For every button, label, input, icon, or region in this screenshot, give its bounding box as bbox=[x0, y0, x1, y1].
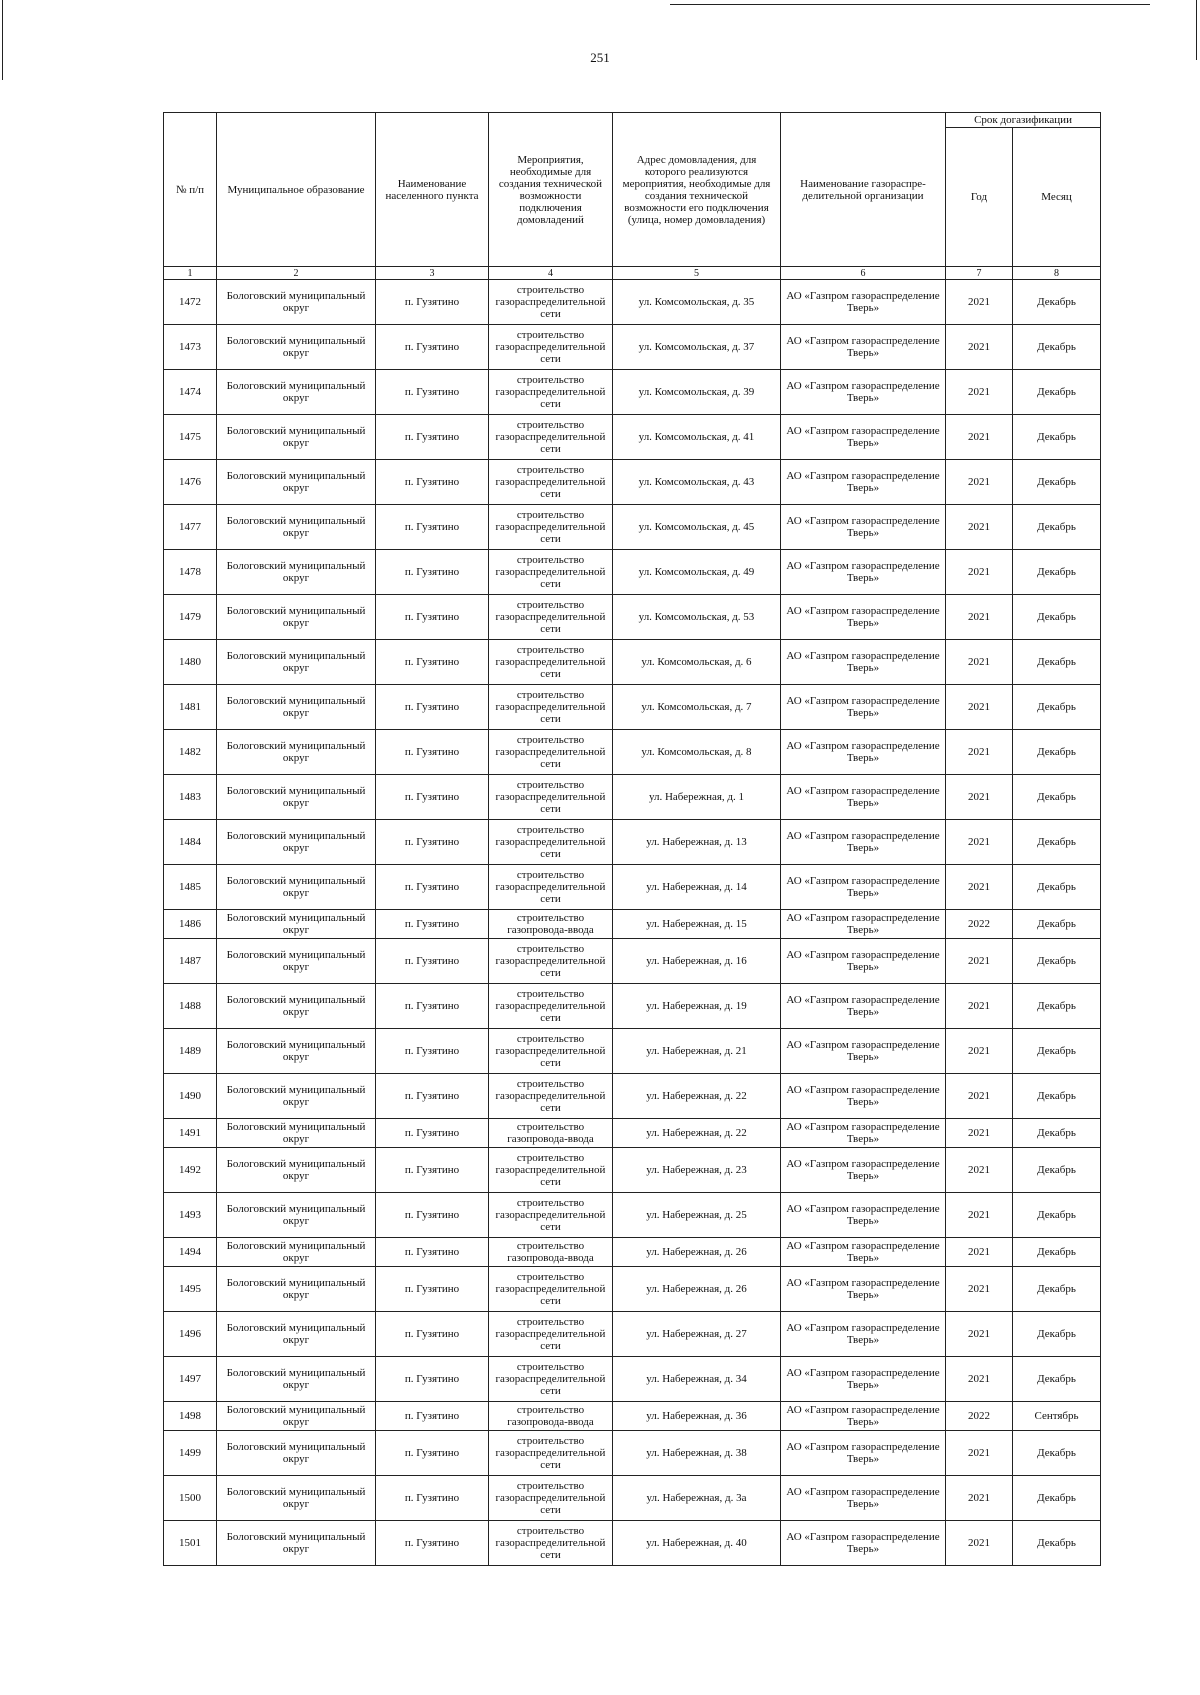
cell-settlement: п. Гузятино bbox=[376, 505, 489, 550]
cell-year: 2021 bbox=[946, 1267, 1013, 1312]
cell-gdo: АО «Газпром газораспределение Тверь» bbox=[781, 1476, 946, 1521]
cell-municipality: Бологовский муниципальный округ bbox=[217, 415, 376, 460]
cell-settlement: п. Гузятино bbox=[376, 550, 489, 595]
cell-address: ул. Набережная, д. 26 bbox=[613, 1267, 781, 1312]
cell-activity: строительство газораспределительной сети bbox=[489, 775, 613, 820]
cell-activity: строительство газопровода-ввода bbox=[489, 1238, 613, 1267]
table-body bbox=[164, 280, 1101, 1566]
cell-month: Декабрь bbox=[1013, 415, 1101, 460]
table-row bbox=[164, 505, 1101, 550]
cell-month: Декабрь bbox=[1013, 325, 1101, 370]
cell-num: 1474 bbox=[164, 370, 217, 415]
cell-activity: строительство газораспределительной сети bbox=[489, 939, 613, 984]
cell-month: Декабрь bbox=[1013, 640, 1101, 685]
header-address: Адрес домовладения, для которого реализуются мероприятия, необходимые для создания технической возможности его подключения (улица, номер домовладения) bbox=[613, 113, 781, 267]
cell-year: 2021 bbox=[946, 775, 1013, 820]
cell-num: 1500 bbox=[164, 1476, 217, 1521]
cell-activity: строительство газораспределительной сети bbox=[489, 685, 613, 730]
colnum-2: 2 bbox=[217, 267, 376, 280]
cell-municipality: Бологовский муниципальный округ bbox=[217, 865, 376, 910]
cell-year: 2021 bbox=[946, 1476, 1013, 1521]
header-municipality: Муниципальное образование bbox=[217, 113, 376, 267]
table-row bbox=[164, 1402, 1101, 1431]
cell-month: Декабрь bbox=[1013, 370, 1101, 415]
cell-gdo: АО «Газпром газораспределение Тверь» bbox=[781, 370, 946, 415]
table-row bbox=[164, 1193, 1101, 1238]
cell-year: 2021 bbox=[946, 1193, 1013, 1238]
cell-settlement: п. Гузятино bbox=[376, 1267, 489, 1312]
cell-year: 2021 bbox=[946, 1074, 1013, 1119]
cell-settlement: п. Гузятино bbox=[376, 460, 489, 505]
colnum-3: 3 bbox=[376, 267, 489, 280]
cell-month: Декабрь bbox=[1013, 550, 1101, 595]
cell-activity: строительство газопровода-ввода bbox=[489, 1119, 613, 1148]
table-row bbox=[164, 1238, 1101, 1267]
cell-month: Декабрь bbox=[1013, 910, 1101, 939]
cell-gdo: АО «Газпром газораспределение Тверь» bbox=[781, 939, 946, 984]
cell-gdo: АО «Газпром газораспределение Тверь» bbox=[781, 1431, 946, 1476]
cell-address: ул. Набережная, д. 34 bbox=[613, 1357, 781, 1402]
cell-gdo: АО «Газпром газораспределение Тверь» bbox=[781, 1119, 946, 1148]
cell-address: ул. Набережная, д. 13 bbox=[613, 820, 781, 865]
cell-year: 2021 bbox=[946, 865, 1013, 910]
colnum-4: 4 bbox=[489, 267, 613, 280]
cell-gdo: АО «Газпром газораспределение Тверь» bbox=[781, 595, 946, 640]
cell-month: Декабрь bbox=[1013, 1476, 1101, 1521]
cell-address: ул. Набережная, д. 38 bbox=[613, 1431, 781, 1476]
cell-gdo: АО «Газпром газораспределение Тверь» bbox=[781, 685, 946, 730]
cell-activity: строительство газораспределительной сети bbox=[489, 820, 613, 865]
cell-municipality: Бологовский муниципальный округ bbox=[217, 595, 376, 640]
cell-num: 1486 bbox=[164, 910, 217, 939]
cell-address: ул. Комсомольская, д. 41 bbox=[613, 415, 781, 460]
cell-year: 2021 bbox=[946, 939, 1013, 984]
cell-gdo: АО «Газпром газораспределение Тверь» bbox=[781, 984, 946, 1029]
table-row bbox=[164, 939, 1101, 984]
cell-gdo: АО «Газпром газораспределение Тверь» bbox=[781, 505, 946, 550]
cell-month: Декабрь bbox=[1013, 460, 1101, 505]
cell-year: 2021 bbox=[946, 685, 1013, 730]
cell-settlement: п. Гузятино bbox=[376, 640, 489, 685]
cell-year: 2021 bbox=[946, 595, 1013, 640]
cell-month: Сентябрь bbox=[1013, 1402, 1101, 1431]
cell-settlement: п. Гузятино bbox=[376, 865, 489, 910]
table-row bbox=[164, 460, 1101, 505]
cell-num: 1491 bbox=[164, 1119, 217, 1148]
cell-gdo: АО «Газпром газораспределение Тверь» bbox=[781, 1029, 946, 1074]
cell-month: Декабрь bbox=[1013, 984, 1101, 1029]
cell-year: 2021 bbox=[946, 280, 1013, 325]
cell-settlement: п. Гузятино bbox=[376, 1148, 489, 1193]
cell-gdo: АО «Газпром газораспределение Тверь» bbox=[781, 1402, 946, 1431]
cell-activity: строительство газораспределительной сети bbox=[489, 1476, 613, 1521]
cell-year: 2021 bbox=[946, 1312, 1013, 1357]
cell-num: 1495 bbox=[164, 1267, 217, 1312]
cell-municipality: Бологовский муниципальный округ bbox=[217, 1029, 376, 1074]
cell-num: 1496 bbox=[164, 1312, 217, 1357]
header-settlement: Наименование населенного пункта bbox=[376, 113, 489, 267]
cell-activity: строительство газораспределительной сети bbox=[489, 1148, 613, 1193]
cell-address: ул. Набережная, д. 23 bbox=[613, 1148, 781, 1193]
cell-year: 2021 bbox=[946, 415, 1013, 460]
table-row bbox=[164, 1312, 1101, 1357]
cell-activity: строительство газораспределительной сети bbox=[489, 415, 613, 460]
colnum-5: 5 bbox=[613, 267, 781, 280]
cell-municipality: Бологовский муниципальный округ bbox=[217, 280, 376, 325]
cell-municipality: Бологовский муниципальный округ bbox=[217, 550, 376, 595]
cell-num: 1499 bbox=[164, 1431, 217, 1476]
cell-activity: строительство газораспределительной сети bbox=[489, 984, 613, 1029]
cell-num: 1482 bbox=[164, 730, 217, 775]
cell-address: ул. Набережная, д. 3а bbox=[613, 1476, 781, 1521]
cell-municipality: Бологовский муниципальный округ bbox=[217, 820, 376, 865]
cell-year: 2021 bbox=[946, 1119, 1013, 1148]
cell-address: ул. Комсомольская, д. 8 bbox=[613, 730, 781, 775]
table-row bbox=[164, 280, 1101, 325]
cell-month: Декабрь bbox=[1013, 1357, 1101, 1402]
cell-activity: строительство газораспределительной сети bbox=[489, 730, 613, 775]
cell-year: 2021 bbox=[946, 820, 1013, 865]
cell-settlement: п. Гузятино bbox=[376, 1119, 489, 1148]
cell-month: Декабрь bbox=[1013, 685, 1101, 730]
table-row bbox=[164, 1431, 1101, 1476]
cell-month: Декабрь bbox=[1013, 730, 1101, 775]
cell-municipality: Бологовский муниципальный округ bbox=[217, 460, 376, 505]
cell-num: 1476 bbox=[164, 460, 217, 505]
cell-address: ул. Набережная, д. 26 bbox=[613, 1238, 781, 1267]
table-row bbox=[164, 595, 1101, 640]
table-row bbox=[164, 325, 1101, 370]
cell-municipality: Бологовский муниципальный округ bbox=[217, 1074, 376, 1119]
cell-municipality: Бологовский муниципальный округ bbox=[217, 984, 376, 1029]
cell-year: 2021 bbox=[946, 325, 1013, 370]
cell-address: ул. Набережная, д. 40 bbox=[613, 1521, 781, 1566]
colnum-1: 1 bbox=[164, 267, 217, 280]
cell-num: 1473 bbox=[164, 325, 217, 370]
table-row bbox=[164, 730, 1101, 775]
cell-address: ул. Набережная, д. 27 bbox=[613, 1312, 781, 1357]
cell-year: 2021 bbox=[946, 730, 1013, 775]
cell-settlement: п. Гузятино bbox=[376, 1029, 489, 1074]
cell-settlement: п. Гузятино bbox=[376, 325, 489, 370]
cell-num: 1485 bbox=[164, 865, 217, 910]
cell-year: 2021 bbox=[946, 1029, 1013, 1074]
cell-gdo: АО «Газпром газораспределение Тверь» bbox=[781, 280, 946, 325]
cell-gdo: АО «Газпром газораспределение Тверь» bbox=[781, 1312, 946, 1357]
cell-gdo: АО «Газпром газораспределение Тверь» bbox=[781, 1193, 946, 1238]
cell-num: 1480 bbox=[164, 640, 217, 685]
cell-month: Декабрь bbox=[1013, 1312, 1101, 1357]
cell-address: ул. Комсомольская, д. 39 bbox=[613, 370, 781, 415]
cell-num: 1492 bbox=[164, 1148, 217, 1193]
cell-gdo: АО «Газпром газораспределение Тверь» bbox=[781, 865, 946, 910]
cell-year: 2021 bbox=[946, 1238, 1013, 1267]
header-year: Год bbox=[946, 128, 1013, 267]
cell-month: Декабрь bbox=[1013, 280, 1101, 325]
colnum-8: 8 bbox=[1013, 267, 1101, 280]
table-row bbox=[164, 1521, 1101, 1566]
cell-address: ул. Комсомольская, д. 7 bbox=[613, 685, 781, 730]
cell-settlement: п. Гузятино bbox=[376, 1431, 489, 1476]
cell-activity: строительство газораспределительной сети bbox=[489, 1312, 613, 1357]
header-deadline-group: Срок догазификации bbox=[946, 113, 1101, 128]
cell-num: 1475 bbox=[164, 415, 217, 460]
table-row bbox=[164, 1357, 1101, 1402]
cell-activity: строительство газораспределительной сети bbox=[489, 1193, 613, 1238]
cell-gdo: АО «Газпром газораспределение Тверь» bbox=[781, 1267, 946, 1312]
header-num: № п/п bbox=[164, 113, 217, 267]
table-row bbox=[164, 550, 1101, 595]
page-number: 251 bbox=[590, 50, 610, 65]
table-row bbox=[164, 1148, 1101, 1193]
cell-municipality: Бологовский муниципальный округ bbox=[217, 1312, 376, 1357]
cell-activity: строительство газораспределительной сети bbox=[489, 280, 613, 325]
cell-settlement: п. Гузятино bbox=[376, 984, 489, 1029]
cell-month: Декабрь bbox=[1013, 775, 1101, 820]
cell-municipality: Бологовский муниципальный округ bbox=[217, 640, 376, 685]
cell-settlement: п. Гузятино bbox=[376, 910, 489, 939]
cell-num: 1501 bbox=[164, 1521, 217, 1566]
cell-year: 2022 bbox=[946, 910, 1013, 939]
cell-month: Декабрь bbox=[1013, 1148, 1101, 1193]
cell-settlement: п. Гузятино bbox=[376, 939, 489, 984]
header-month: Месяц bbox=[1013, 128, 1101, 267]
cell-num: 1472 bbox=[164, 280, 217, 325]
cell-month: Декабрь bbox=[1013, 1521, 1101, 1566]
cell-num: 1477 bbox=[164, 505, 217, 550]
cell-activity: строительство газораспределительной сети bbox=[489, 595, 613, 640]
cell-activity: строительство газораспределительной сети bbox=[489, 1074, 613, 1119]
cell-num: 1488 bbox=[164, 984, 217, 1029]
table-row bbox=[164, 1119, 1101, 1148]
cell-activity: строительство газораспределительной сети bbox=[489, 460, 613, 505]
table-row bbox=[164, 1074, 1101, 1119]
cell-settlement: п. Гузятино bbox=[376, 730, 489, 775]
cell-num: 1483 bbox=[164, 775, 217, 820]
cell-activity: строительство газопровода-ввода bbox=[489, 1402, 613, 1431]
cell-month: Декабрь bbox=[1013, 1119, 1101, 1148]
cell-year: 2021 bbox=[946, 1521, 1013, 1566]
cell-municipality: Бологовский муниципальный округ bbox=[217, 1357, 376, 1402]
cell-settlement: п. Гузятино bbox=[376, 415, 489, 460]
cell-year: 2021 bbox=[946, 984, 1013, 1029]
cell-activity: строительство газораспределительной сети bbox=[489, 640, 613, 685]
cell-address: ул. Набережная, д. 19 bbox=[613, 984, 781, 1029]
table-row bbox=[164, 415, 1101, 460]
cell-gdo: АО «Газпром газораспределение Тверь» bbox=[781, 1148, 946, 1193]
cell-address: ул. Набережная, д. 14 bbox=[613, 865, 781, 910]
cell-gdo: АО «Газпром газораспределение Тверь» bbox=[781, 415, 946, 460]
header-activities: Мероприятия, необходимые для создания технической возможности подключения домовладений bbox=[489, 113, 613, 267]
cell-month: Декабрь bbox=[1013, 865, 1101, 910]
cell-address: ул. Набережная, д. 1 bbox=[613, 775, 781, 820]
cell-year: 2021 bbox=[946, 1357, 1013, 1402]
cell-num: 1494 bbox=[164, 1238, 217, 1267]
cell-municipality: Бологовский муниципальный округ bbox=[217, 1521, 376, 1566]
cell-month: Декабрь bbox=[1013, 595, 1101, 640]
cell-municipality: Бологовский муниципальный округ bbox=[217, 730, 376, 775]
cell-municipality: Бологовский муниципальный округ bbox=[217, 1119, 376, 1148]
cell-address: ул. Набережная, д. 15 bbox=[613, 910, 781, 939]
cell-municipality: Бологовский муниципальный округ bbox=[217, 1402, 376, 1431]
cell-gdo: АО «Газпром газораспределение Тверь» bbox=[781, 325, 946, 370]
cell-municipality: Бологовский муниципальный округ bbox=[217, 775, 376, 820]
cell-address: ул. Комсомольская, д. 43 bbox=[613, 460, 781, 505]
cell-settlement: п. Гузятино bbox=[376, 1312, 489, 1357]
cell-year: 2021 bbox=[946, 370, 1013, 415]
cell-month: Декабрь bbox=[1013, 1238, 1101, 1267]
cell-address: ул. Набережная, д. 16 bbox=[613, 939, 781, 984]
cell-num: 1489 bbox=[164, 1029, 217, 1074]
cell-gdo: АО «Газпром газораспределение Тверь» bbox=[781, 550, 946, 595]
table-row bbox=[164, 1029, 1101, 1074]
cell-address: ул. Набережная, д. 36 bbox=[613, 1402, 781, 1431]
cell-settlement: п. Гузятино bbox=[376, 1521, 489, 1566]
cell-year: 2021 bbox=[946, 460, 1013, 505]
cell-year: 2021 bbox=[946, 1431, 1013, 1476]
cell-municipality: Бологовский муниципальный округ bbox=[217, 370, 376, 415]
cell-municipality: Бологовский муниципальный округ bbox=[217, 1193, 376, 1238]
table-row bbox=[164, 640, 1101, 685]
scan-mark-left bbox=[2, 0, 3, 80]
cell-gdo: АО «Газпром газораспределение Тверь» bbox=[781, 1357, 946, 1402]
cell-month: Декабрь bbox=[1013, 1267, 1101, 1312]
cell-settlement: п. Гузятино bbox=[376, 775, 489, 820]
cell-gdo: АО «Газпром газораспределение Тверь» bbox=[781, 775, 946, 820]
cell-municipality: Бологовский муниципальный округ bbox=[217, 939, 376, 984]
colnum-7: 7 bbox=[946, 267, 1013, 280]
cell-municipality: Бологовский муниципальный округ bbox=[217, 325, 376, 370]
cell-settlement: п. Гузятино bbox=[376, 595, 489, 640]
cell-municipality: Бологовский муниципальный округ bbox=[217, 505, 376, 550]
cell-settlement: п. Гузятино bbox=[376, 1074, 489, 1119]
cell-address: ул. Набережная, д. 25 bbox=[613, 1193, 781, 1238]
cell-municipality: Бологовский муниципальный округ bbox=[217, 910, 376, 939]
table-row bbox=[164, 865, 1101, 910]
scan-mark-top-right bbox=[670, 4, 1150, 5]
cell-gdo: АО «Газпром газораспределение Тверь» bbox=[781, 640, 946, 685]
cell-num: 1493 bbox=[164, 1193, 217, 1238]
cell-municipality: Бологовский муниципальный округ bbox=[217, 1267, 376, 1312]
header-gdo: Наименование газораспре-делительной организации bbox=[781, 113, 946, 267]
cell-month: Декабрь bbox=[1013, 505, 1101, 550]
cell-num: 1481 bbox=[164, 685, 217, 730]
gasification-table bbox=[163, 112, 1101, 1566]
cell-gdo: АО «Газпром газораспределение Тверь» bbox=[781, 1521, 946, 1566]
cell-municipality: Бологовский муниципальный округ bbox=[217, 685, 376, 730]
cell-address: ул. Комсомольская, д. 53 bbox=[613, 595, 781, 640]
cell-activity: строительство газораспределительной сети bbox=[489, 370, 613, 415]
cell-address: ул. Комсомольская, д. 37 bbox=[613, 325, 781, 370]
cell-settlement: п. Гузятино bbox=[376, 1402, 489, 1431]
cell-num: 1490 bbox=[164, 1074, 217, 1119]
table-row bbox=[164, 370, 1101, 415]
cell-municipality: Бологовский муниципальный округ bbox=[217, 1238, 376, 1267]
cell-month: Декабрь bbox=[1013, 1193, 1101, 1238]
cell-month: Декабрь bbox=[1013, 939, 1101, 984]
cell-settlement: п. Гузятино bbox=[376, 1357, 489, 1402]
cell-address: ул. Набережная, д. 22 bbox=[613, 1074, 781, 1119]
table-row bbox=[164, 1267, 1101, 1312]
cell-settlement: п. Гузятино bbox=[376, 1238, 489, 1267]
cell-activity: строительство газопровода-ввода bbox=[489, 910, 613, 939]
cell-year: 2021 bbox=[946, 550, 1013, 595]
cell-num: 1484 bbox=[164, 820, 217, 865]
cell-municipality: Бологовский муниципальный округ bbox=[217, 1476, 376, 1521]
cell-num: 1498 bbox=[164, 1402, 217, 1431]
table-row bbox=[164, 1476, 1101, 1521]
cell-activity: строительство газораспределительной сети bbox=[489, 325, 613, 370]
cell-num: 1487 bbox=[164, 939, 217, 984]
cell-activity: строительство газораспределительной сети bbox=[489, 865, 613, 910]
cell-activity: строительство газораспределительной сети bbox=[489, 1357, 613, 1402]
table-row bbox=[164, 775, 1101, 820]
cell-settlement: п. Гузятино bbox=[376, 1476, 489, 1521]
cell-settlement: п. Гузятино bbox=[376, 1193, 489, 1238]
cell-activity: строительство газораспределительной сети bbox=[489, 1521, 613, 1566]
cell-gdo: АО «Газпром газораспределение Тверь» bbox=[781, 910, 946, 939]
cell-settlement: п. Гузятино bbox=[376, 280, 489, 325]
cell-gdo: АО «Газпром газораспределение Тверь» bbox=[781, 460, 946, 505]
cell-activity: строительство газораспределительной сети bbox=[489, 1267, 613, 1312]
cell-month: Декабрь bbox=[1013, 820, 1101, 865]
cell-month: Декабрь bbox=[1013, 1431, 1101, 1476]
cell-gdo: АО «Газпром газораспределение Тверь» bbox=[781, 1238, 946, 1267]
cell-address: ул. Комсомольская, д. 35 bbox=[613, 280, 781, 325]
cell-address: ул. Комсомольская, д. 45 bbox=[613, 505, 781, 550]
cell-num: 1479 bbox=[164, 595, 217, 640]
table-row bbox=[164, 910, 1101, 939]
cell-address: ул. Комсомольская, д. 49 bbox=[613, 550, 781, 595]
cell-gdo: АО «Газпром газораспределение Тверь» bbox=[781, 730, 946, 775]
cell-num: 1478 bbox=[164, 550, 217, 595]
cell-address: ул. Комсомольская, д. 6 bbox=[613, 640, 781, 685]
table-row bbox=[164, 984, 1101, 1029]
cell-address: ул. Набережная, д. 22 bbox=[613, 1119, 781, 1148]
cell-municipality: Бологовский муниципальный округ bbox=[217, 1431, 376, 1476]
table-row bbox=[164, 685, 1101, 730]
table-row bbox=[164, 820, 1101, 865]
cell-activity: строительство газораспределительной сети bbox=[489, 1029, 613, 1074]
colnum-6: 6 bbox=[781, 267, 946, 280]
cell-activity: строительство газораспределительной сети bbox=[489, 505, 613, 550]
cell-settlement: п. Гузятино bbox=[376, 370, 489, 415]
cell-year: 2022 bbox=[946, 1402, 1013, 1431]
cell-address: ул. Набережная, д. 21 bbox=[613, 1029, 781, 1074]
cell-year: 2021 bbox=[946, 640, 1013, 685]
cell-gdo: АО «Газпром газораспределение Тверь» bbox=[781, 820, 946, 865]
cell-activity: строительство газораспределительной сети bbox=[489, 1431, 613, 1476]
cell-month: Декабрь bbox=[1013, 1074, 1101, 1119]
cell-num: 1497 bbox=[164, 1357, 217, 1402]
cell-settlement: п. Гузятино bbox=[376, 685, 489, 730]
cell-month: Декабрь bbox=[1013, 1029, 1101, 1074]
cell-municipality: Бологовский муниципальный округ bbox=[217, 1148, 376, 1193]
cell-year: 2021 bbox=[946, 505, 1013, 550]
cell-year: 2021 bbox=[946, 1148, 1013, 1193]
cell-activity: строительство газораспределительной сети bbox=[489, 550, 613, 595]
cell-settlement: п. Гузятино bbox=[376, 820, 489, 865]
cell-gdo: АО «Газпром газораспределение Тверь» bbox=[781, 1074, 946, 1119]
